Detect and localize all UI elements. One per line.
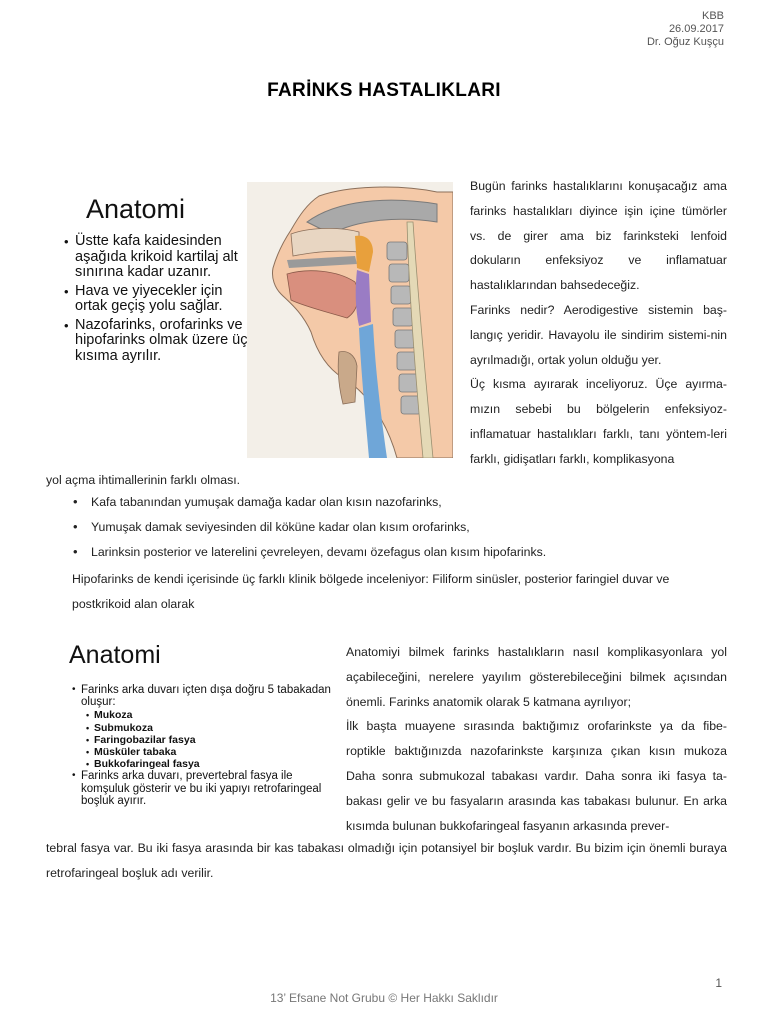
slide1-bullet: • Hava ve yiyecekler için ortak geçiş yolu sağlar. — [64, 284, 249, 315]
section2-paragraph-2: İlk başta muayene sırasında baktığımız orofarinkste ya da fibe-roptikle baktığınızda nazofarinkste karşınıza çıkan kısın mukoza Daha sonra submukozal tabakası vardır. Daha sonra iki fasya ta-bakası gelir ve bu fasyaların arasında kas tabakası bulunur. En arka kısımda bulunan bukkofaringeal fasyanın arkasında prever- — [346, 719, 727, 833]
intro-paragraph-3: Üç kısma ayırarak inceliyoruz. Üçe ayırma-mızın sebebi bu bölgelerin enfeksiyoz-inflamatuar hastalıkları farklı, tanı yöntem-leri farklı, gidişatları farklı, komplikasyona — [470, 377, 727, 466]
slide1-bullet: • Nazofarinks, orofarinks ve hipofarinks olmak üzere üç kısıma ayrılır. — [64, 318, 249, 365]
header-meta — [647, 10, 724, 49]
layer-item: • Faringobazilar fasya — [72, 734, 337, 746]
course-label: KBB — [701, 10, 724, 22]
section2-paragraph-2-continued: tebral fasya var. Bu iki fasya arasında bir kas tabakası olmadığı için potansiyel bir boşluk vardır. Bu bizim için önemli buraya retrofaringeal boşluk adı verilir. — [46, 841, 727, 880]
pharynx-anatomy-diagram — [247, 182, 453, 458]
intro-paragraph-1: Bugün farinks hastalıklarını konuşacağız ama farinks hastalıkları diyince işin içine tümörler vs. de girer ama biz farinksteki lenfoid dokuların enfeksiyoz ve inflamatuar hastalıklarından bahsedeceğiz. — [470, 179, 727, 293]
slide1-title: Anatomi — [86, 194, 186, 224]
sagittal-section-illustration — [247, 182, 453, 458]
footer-copyright: 13’ Efsane Not Grubu © Her Hakkı Saklıdır — [270, 991, 498, 1005]
larynx — [338, 352, 357, 404]
slide2-bullet: • Farinks arka duvarı, prevertebral fasya ile komşuluk gösterir ve bu iki yapıyı retrofaringeal boşluk ayırır. — [72, 770, 337, 807]
date-label: 26.09.2017 — [668, 23, 724, 35]
section2-text — [346, 640, 727, 838]
slide2-content — [72, 684, 337, 808]
slide1-bullet: • Üstte kafa kaidesinden aşağıda krikoid kartilaj alt sınırına kadar uzanır. — [64, 234, 249, 281]
layer-item: • Submukoza — [72, 722, 337, 734]
slide1-bullets — [64, 234, 249, 367]
page-title: FARİNKS HASTALIKLARI — [267, 80, 501, 101]
slide2-title: Anatomi — [69, 641, 161, 669]
oropharynx-region — [356, 270, 371, 326]
list-item: • Yumuşak damak seviyesinden dil köküne kadar olan kısım orofarinks, — [60, 515, 727, 540]
intro-text — [470, 174, 727, 472]
layer-item: • Mukoza — [72, 709, 337, 721]
layer-item: • Müsküler tabaka — [72, 746, 337, 758]
layer-item: • Bukkofaringeal fasya — [72, 758, 337, 770]
page-number: 1 — [715, 976, 722, 990]
hipofarinks-paragraph: Hipofarinks de kendi içerisinde üç farklı klinik bölgede inceleniyor: Filiform sinüsler, posterior faringiel duvar ve postkrikoid alan olarak — [72, 572, 670, 611]
lecturer-label: Dr. Oğuz Kuşçu — [646, 36, 724, 48]
pharynx-parts-list — [60, 490, 727, 564]
list-item: • Kafa tabanından yumuşak damağa kadar olan kısın nazofarinks, — [60, 490, 727, 515]
section2-paragraph-1: Anatomiyi bilmek farinks hastalıkların nasıl komplikasyonlara yol açabileceğini, nerelere yayılım gösterebileceğini bilmek açısından önemli. Farinks anatomik olarak 5 katmana ayrılıyor; — [346, 645, 727, 709]
intro-paragraph-3-continued: yol açma ihtimallerinin farklı olması. — [46, 473, 241, 487]
intro-paragraph-2: Farinks nedir? Aerodigestive sistemin baş-langıç yeridir. Havayolu ile sindirim sistemi-nin ayrılmadığı, ortak yolun olduğu yer. — [470, 302, 727, 367]
slide2-bullet: • Farinks arka duvarı içten dışa doğru 5 tabakadan oluşur: — [72, 684, 337, 708]
list-item: • Larinksin posterior ve laterelini çevreleyen, devamı özefagus olan kısım hipofarinks. — [60, 540, 727, 565]
